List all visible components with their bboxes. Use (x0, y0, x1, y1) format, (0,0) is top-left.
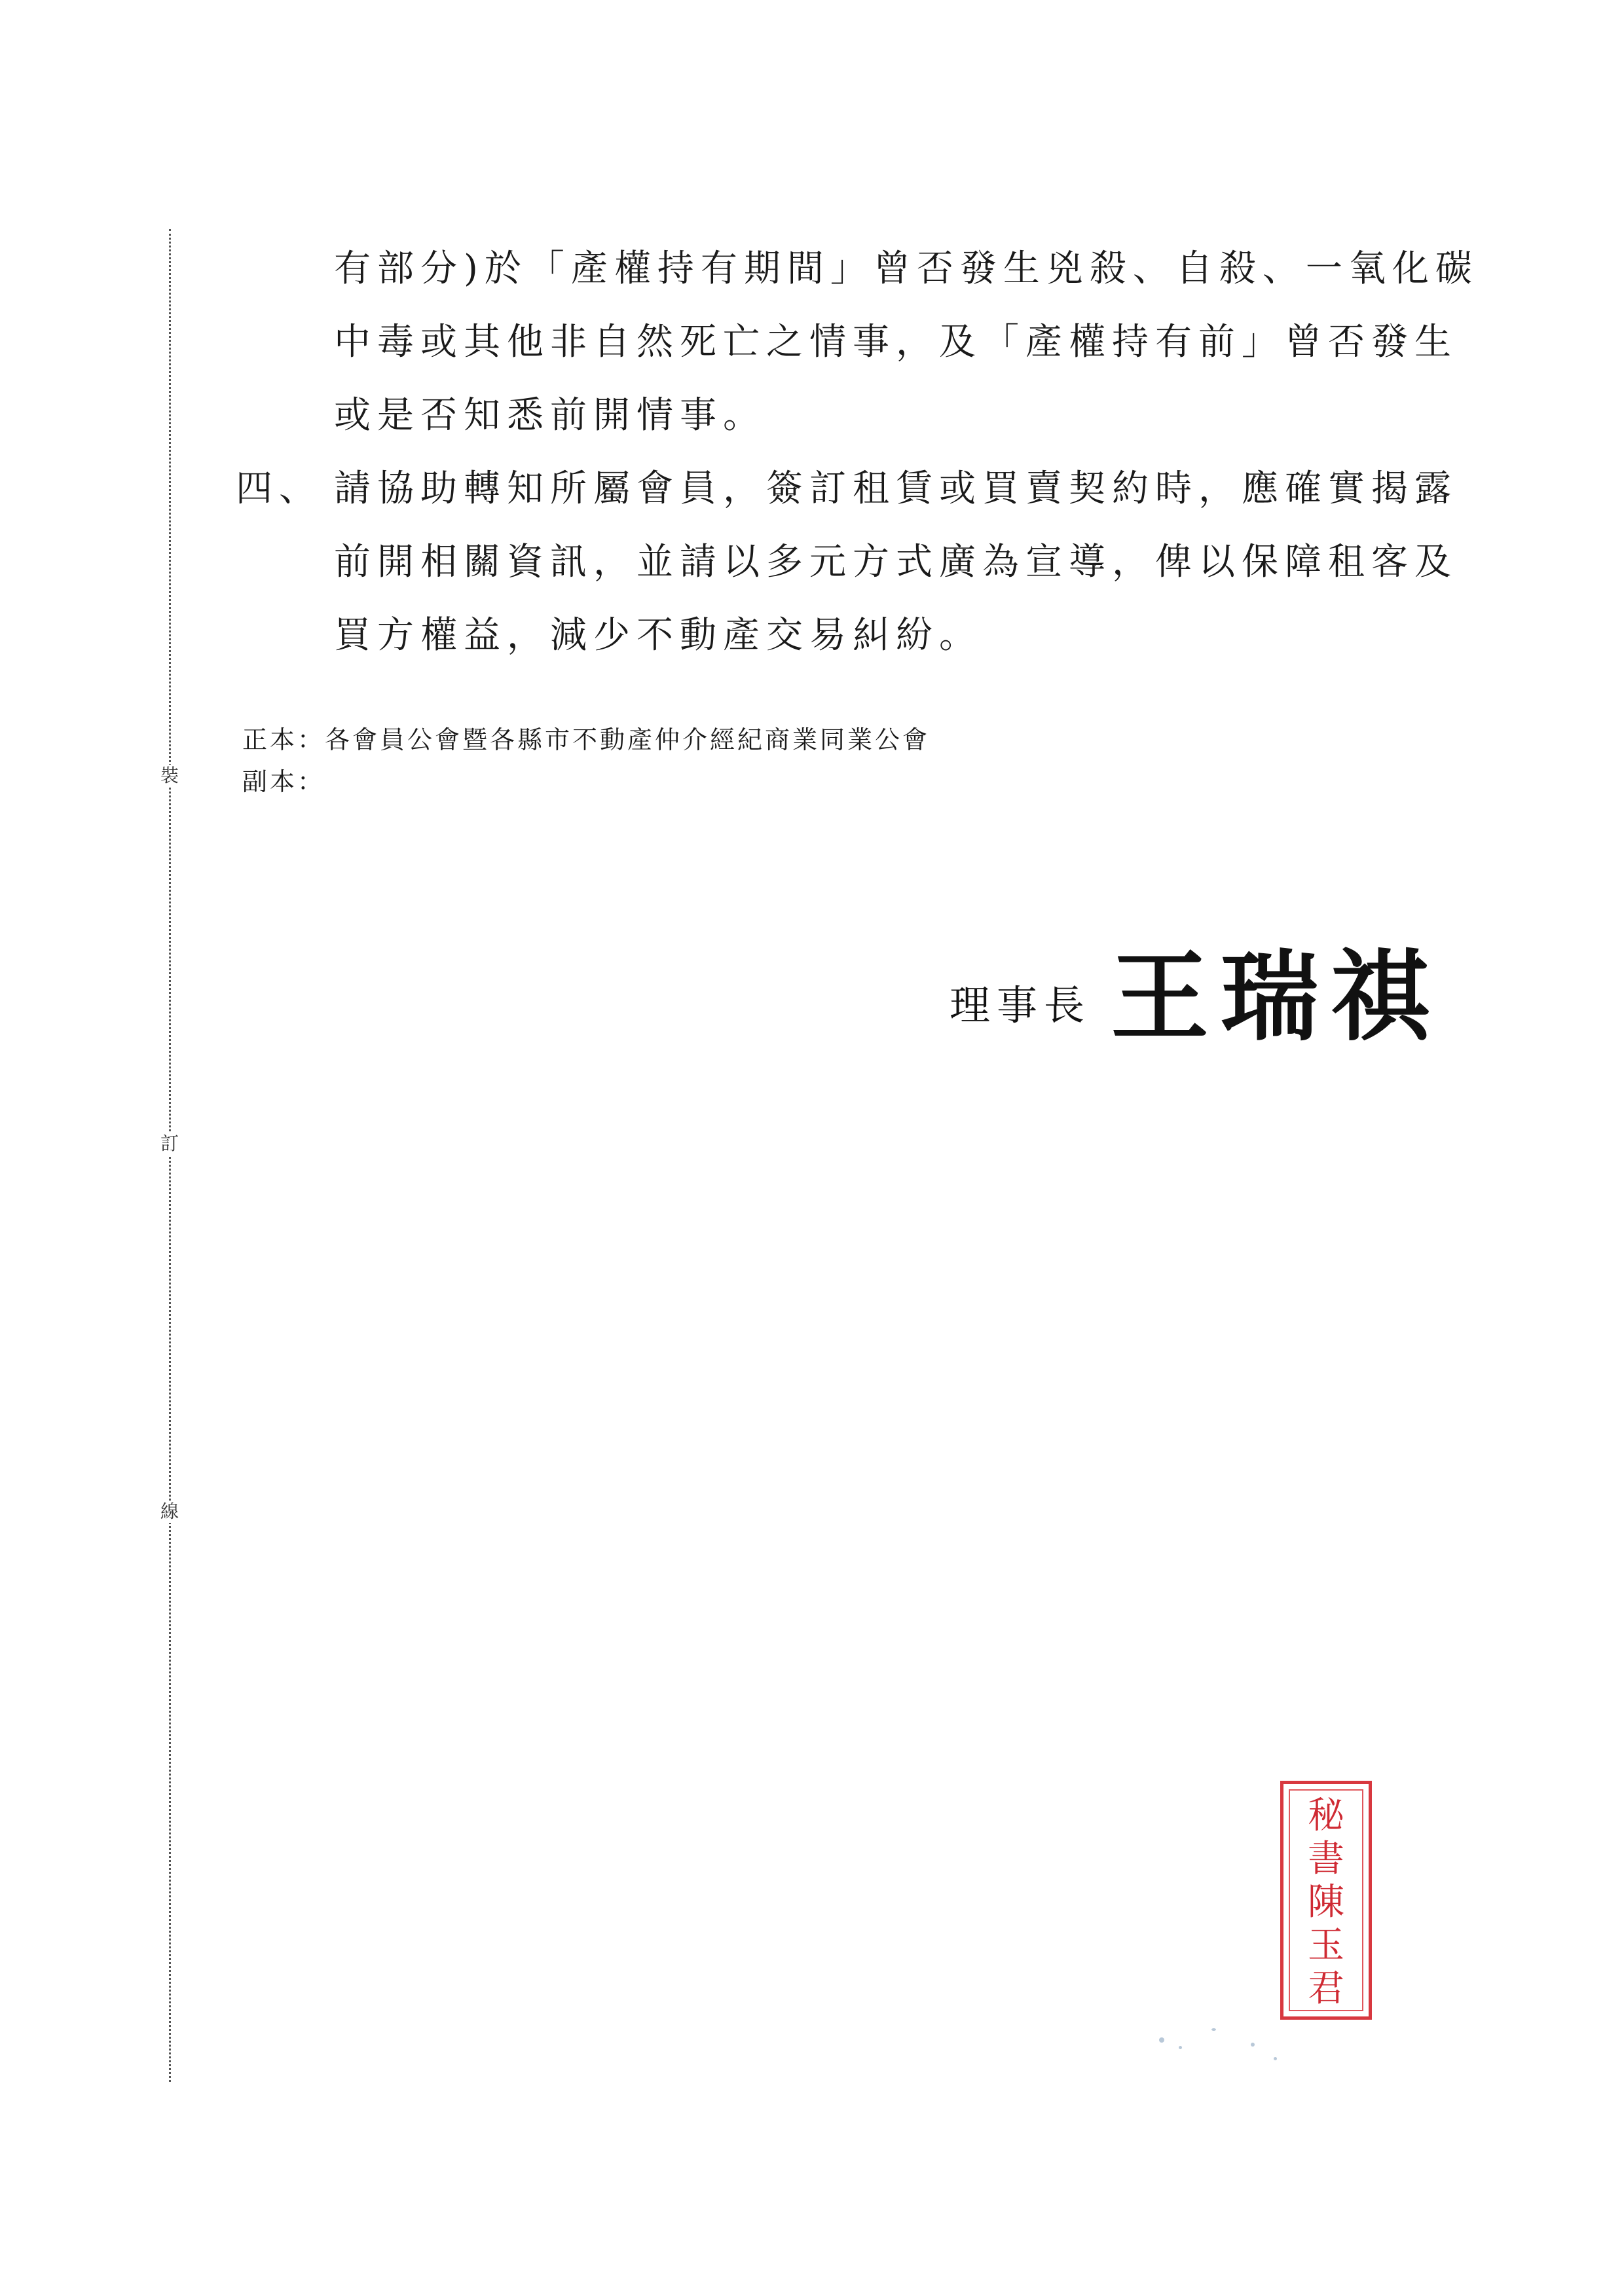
copy-recipient-label: 副本： (242, 767, 325, 796)
body-line: 有部分)於「產權持有期間」曾否發生兇殺、自殺、一氧化碳 (334, 247, 1479, 290)
item-four (236, 452, 1467, 672)
binding-line (169, 229, 171, 2082)
item-four-number: 四、 (236, 467, 322, 510)
original-recipient-label: 正本： (242, 725, 325, 754)
original-recipient-row (242, 719, 930, 761)
scan-speck (1211, 2028, 1216, 2031)
seal-char: 玉 (1308, 1924, 1344, 1967)
scan-speck (1251, 2043, 1255, 2047)
body-line: 前開相關資訊，並請以多元方式廣為宣導，俾以保障租客及 (334, 541, 1458, 583)
seal-char: 秘 (1308, 1795, 1344, 1837)
binding-char-ding: 訂 (158, 1133, 181, 1155)
item-four-text (334, 452, 1458, 672)
secretary-seal-stamp (1280, 1781, 1372, 2020)
binding-char-xian: 線 (158, 1501, 181, 1523)
signature-block (904, 917, 1441, 1061)
seal-char: 書 (1308, 1838, 1344, 1880)
binding-char-zhuang: 裝 (158, 765, 181, 787)
scan-speck (1274, 2057, 1277, 2060)
scan-speck (1159, 2037, 1164, 2043)
document-body (236, 232, 1479, 672)
scan-speck (1179, 2046, 1182, 2049)
seal-char: 君 (1308, 1967, 1344, 2010)
body-line: 或是否知悉前開情事。 (334, 394, 766, 437)
copy-recipient-row (242, 761, 930, 803)
body-line: 買方權益，減少不動產交易糾紛。 (334, 614, 982, 657)
seal-char: 陳 (1308, 1881, 1344, 1923)
signer-title: 理事長 (949, 981, 1091, 1029)
recipients-block (242, 719, 930, 803)
body-line: 中毒或其他非自然死亡之情事，及「產權持有前」曾否發生 (334, 321, 1458, 363)
signer-name: 王瑞祺 (1110, 941, 1441, 1055)
body-line: 請協助轉知所屬會員，簽訂租賃或買賣契約時，應確實揭露 (334, 467, 1458, 510)
original-recipient-value: 各會員公會暨各縣市不動產仲介經紀商業同業公會 (325, 725, 931, 754)
seal-inner-frame (1289, 1789, 1363, 2011)
